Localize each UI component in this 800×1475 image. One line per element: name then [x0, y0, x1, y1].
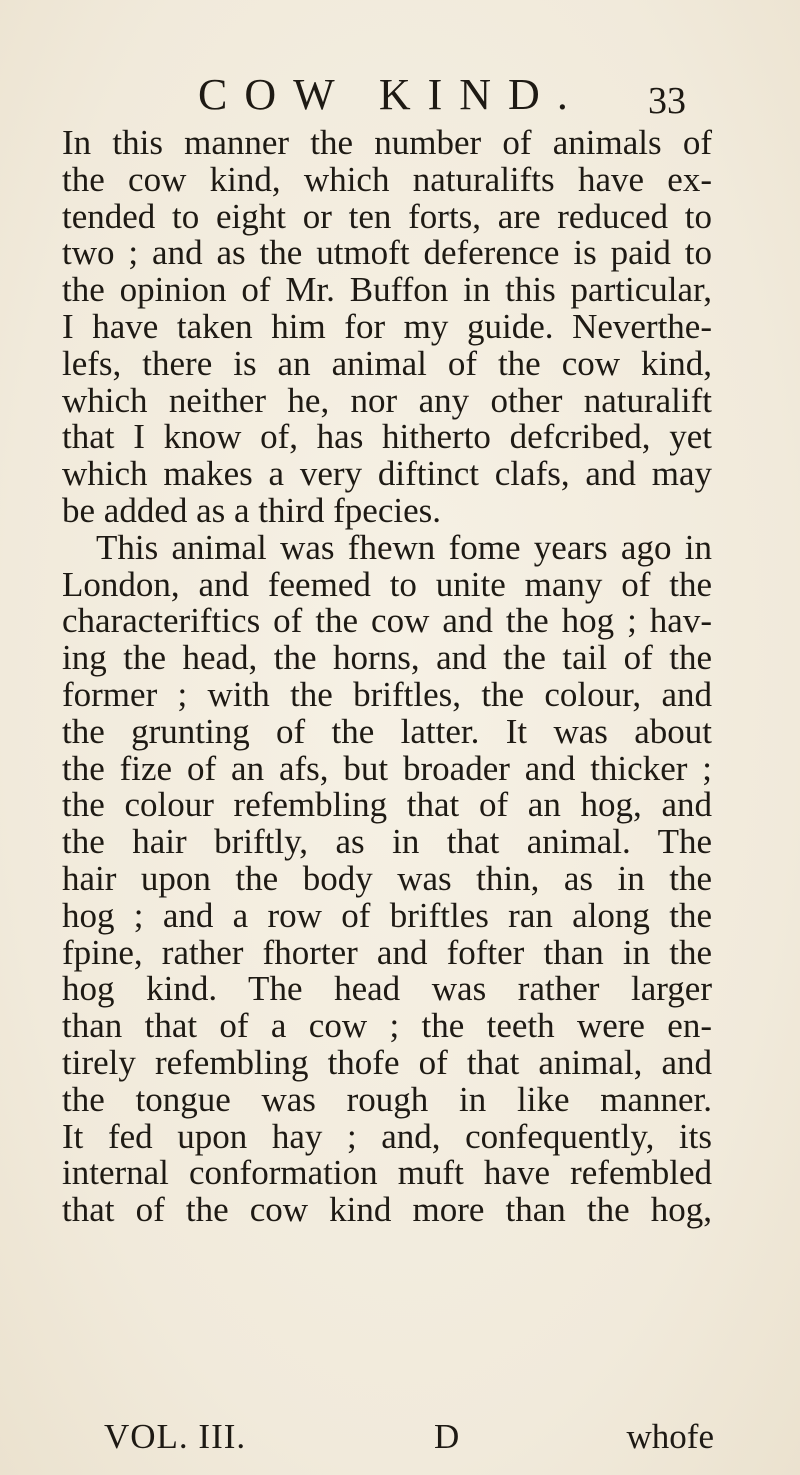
text-line: the fize of an afs, but broader and thicker ;: [62, 748, 712, 788]
text-line: hog ; and a row of briftles ran along the: [62, 895, 712, 935]
text-line: hair upon the body was thin, as in the: [62, 858, 712, 898]
text-line: former ; with the briftles, the colour, and: [62, 674, 712, 714]
text-line: the grunting of the latter. It was about: [62, 711, 712, 751]
text-line: the cow kind, which naturalifts have ex-: [62, 159, 712, 199]
text-line: lefs, there is an animal of the cow kind,: [62, 343, 712, 383]
signature-mark: D: [434, 1417, 460, 1456]
text-line: I have taken him for my guide. Neverthe-: [62, 306, 712, 346]
text-line: tended to eight or ten forts, are reduced to: [62, 196, 712, 236]
text-line: the hair briftly, as in that animal. The: [62, 822, 712, 862]
running-head: [0, 70, 800, 130]
text-line: hog kind. The head was rather larger: [62, 969, 712, 1009]
text-line: ing the head, the horns, and the tail of the: [62, 638, 712, 678]
text-line: the tongue was rough in like manner.: [62, 1079, 712, 1119]
text-line: the opinion of Mr. Buffon in this particular,: [62, 270, 712, 310]
text-line: two ; and as the utmoft deference is paid to: [62, 233, 712, 273]
text-line: that I know of, has hitherto defcribed, yet: [62, 417, 712, 457]
volume-label: VOL. III.: [104, 1417, 247, 1456]
page-number: 33: [648, 80, 686, 122]
text-line: the colour refembling that of an hog, and: [62, 785, 712, 825]
text-line: It fed upon hay ; and, confequently, its: [62, 1116, 712, 1156]
text-line: which makes a very diftinct clafs, and may: [62, 454, 712, 494]
text-line: tirely refembling thofe of that animal, and: [62, 1042, 712, 1082]
catchword: whofe: [626, 1417, 714, 1456]
text-line: London, and feemed to unite many of the: [62, 564, 712, 604]
text-line: that of the cow kind more than the hog,: [62, 1190, 712, 1230]
text-line: characteriftics of the cow and the hog ; hav-: [62, 601, 712, 641]
running-title: COW KIND.: [198, 70, 585, 119]
signature-line: [104, 1417, 714, 1459]
text-line: be added as a third fpecies.: [62, 490, 442, 530]
body-text: [62, 125, 712, 1229]
text-line: internal conformation muft have refembled: [62, 1153, 712, 1193]
text-line: than that of a cow ; the teeth were en-: [62, 1006, 712, 1046]
text-line: which neither he, nor any other naturalift: [62, 380, 712, 420]
text-line: fpine, rather fhorter and fofter than in the: [62, 932, 712, 972]
text-line: In this manner the number of animals of: [62, 123, 712, 162]
text-line: This animal was fhewn fome years ago in: [96, 527, 712, 567]
